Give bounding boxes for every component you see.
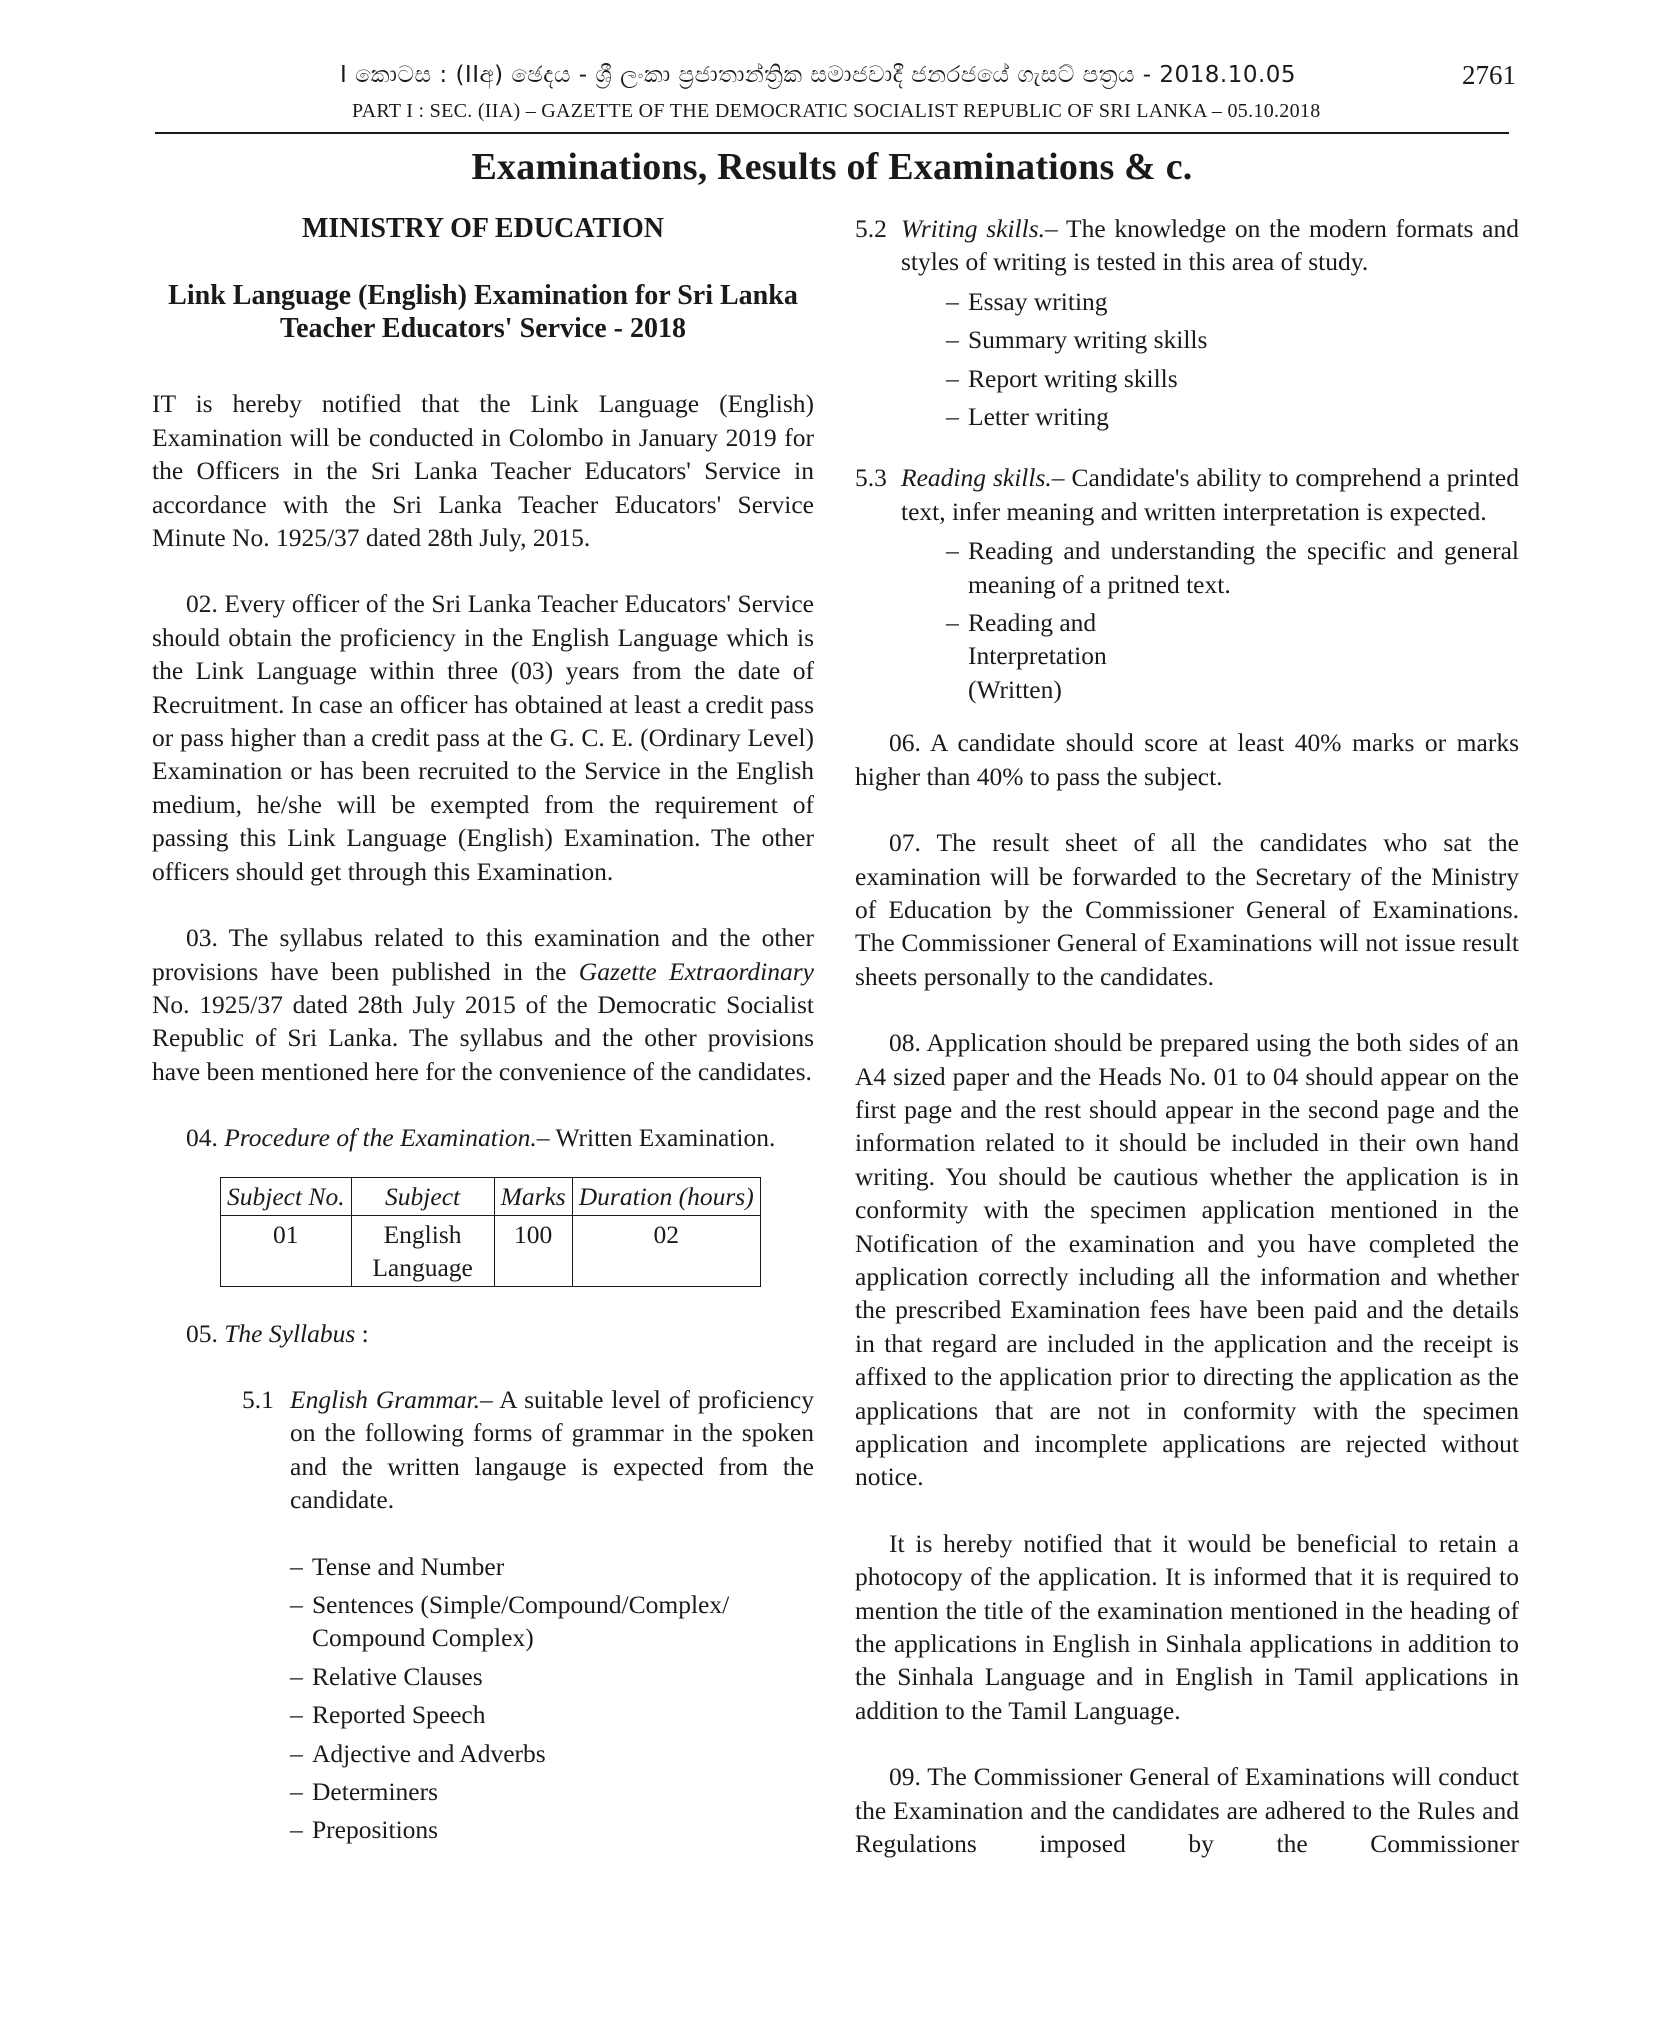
section-5-3-row bbox=[855, 461, 1519, 528]
list-item: – Essay writing bbox=[946, 285, 1519, 318]
header-sinhala-line: I කොටස : (IIඅ) ඡෙදය - ශ්‍රී ලංකා ප්‍රජාතාන්ත්‍රික සමාජවාදී ජනරජයේ ගැසට් පත්‍රය - 2018.10.05 bbox=[340, 62, 1297, 88]
paragraph-05-number: 05. bbox=[186, 1318, 225, 1348]
section-5-3-text bbox=[901, 461, 1519, 528]
list-item: – Letter writing bbox=[946, 400, 1519, 433]
paragraph-03-part-b: No. 1925/37 dated 28th July 2015 of the Democratic Socialist Republic of Sri Lanka. The syllabus and the other provisions have been mentioned here for the convenience of the candidates. bbox=[152, 989, 814, 1086]
reading-skills-description: – Candidate's ability to comprehend a printed text, infer meaning and written interpretation is expected. bbox=[901, 463, 1519, 526]
exam-title: Link Language (English) Examination for Sri Lanka Teacher Educators' Service - 2018 bbox=[168, 280, 798, 345]
reading-list bbox=[946, 534, 1519, 706]
section-5-2-number: 5.2 bbox=[855, 214, 887, 243]
table-row bbox=[221, 1215, 761, 1286]
page-number: 2761 bbox=[1462, 60, 1516, 90]
paragraph-04-heading: Procedure of the Examination. bbox=[224, 1123, 537, 1153]
subject-table bbox=[220, 1177, 761, 1287]
section-5-1 bbox=[242, 1383, 814, 1847]
list-item: – Reading and understanding the specific and general meaning of a pritned text. bbox=[946, 534, 1519, 601]
paragraph-04 bbox=[152, 1121, 814, 1154]
header-subject: Subject bbox=[351, 1177, 494, 1215]
list-item: – Prepositions bbox=[290, 1813, 814, 1846]
paragraph-04-text: – Written Examination. bbox=[536, 1123, 776, 1153]
section-5-3-number: 5.3 bbox=[855, 463, 887, 493]
right-column bbox=[855, 212, 1519, 1860]
list-item: – Summary writing skills bbox=[946, 323, 1519, 356]
paragraph-04-number: 04. bbox=[186, 1123, 225, 1153]
list-item: – Reading and Interpretation (Written) bbox=[946, 606, 1198, 706]
cell-duration: 02 bbox=[572, 1215, 760, 1286]
section-5-2 bbox=[855, 212, 1519, 706]
paragraph-09: 09. The Commissioner General of Examinations will conduct the Examination and the candidates are adhered to the Rules and Regulations imposed by the Commissioner bbox=[855, 1762, 1519, 1859]
section-5-1-text bbox=[290, 1383, 814, 1517]
writing-skills-heading: Writing skills. bbox=[901, 214, 1046, 243]
cell-subject: English Language bbox=[351, 1215, 494, 1286]
header-duration: Duration (hours) bbox=[572, 1177, 760, 1215]
list-item: – Report writing skills bbox=[946, 362, 1519, 395]
paragraph-05-colon: : bbox=[355, 1318, 369, 1348]
list-item: – Tense and Number bbox=[290, 1550, 814, 1583]
ministry-heading: MINISTRY OF EDUCATION bbox=[301, 213, 664, 244]
subject-table-header-row bbox=[221, 1177, 761, 1215]
header-rule bbox=[155, 132, 1509, 134]
paragraph-03-part-a: 03. The syllabus related to this examination and the other provisions have been published in the bbox=[152, 923, 814, 986]
reading-skills-heading: Reading skills. bbox=[901, 463, 1052, 493]
paragraph-05 bbox=[152, 1317, 814, 1350]
paragraph-06: 06. A candidate should score at least 40% marks or marks higher than 40% to pass the subject. bbox=[855, 728, 1519, 791]
writing-skills-description: – The knowledge on the modern formats and styles of writing is tested in this area of study. bbox=[901, 214, 1519, 277]
intro-paragraph: IT is hereby notified that the Link Language (English) Examination will be conducted in Colombo in January 2019 for the Officers in the Sri Lanka Teacher Educators' Service in accordance with the Sri Lanka Teacher Educators' Service Minute No. 1925/37 dated 28th July, 2015. bbox=[152, 389, 814, 553]
paragraph-07: 07. The result sheet of all the candidates who sat the examination will be forwarded to the Secretary of the Ministry of Education by the Commissioner General of Examinations. The Commissioner General of Examinations will not issue result sheets personally to the candidates. bbox=[855, 828, 1519, 991]
writing-list bbox=[946, 285, 1519, 434]
section-5-2-text bbox=[901, 212, 1519, 279]
cell-subject-no: 01 bbox=[221, 1215, 352, 1286]
header-subject-no: Subject No. bbox=[221, 1177, 352, 1215]
section-5-1-row bbox=[242, 1383, 814, 1517]
header-english-line: PART I : SEC. (IIA) – GAZETTE OF THE DEMOCRATIC SOCIALIST REPUBLIC OF SRI LANKA – 05.10.2018 bbox=[352, 100, 1321, 122]
header-marks: Marks bbox=[494, 1177, 572, 1215]
english-grammar-heading: English Grammar. bbox=[290, 1384, 480, 1414]
section-title: Examinations, Results of Examinations & c. bbox=[471, 146, 1193, 188]
list-item: – Relative Clauses bbox=[290, 1660, 814, 1693]
paragraph-02: 02. Every officer of the Sri Lanka Teacher Educators' Service should obtain the proficiency in the English Language which is the Link Language within three (03) years from the date of Recruitment. In case an officer has obtained at least a credit pass or pass higher than a credit pass at the G. C. E. (Ordinary Level) Examination or has been recruited to the Service in the English medium, he/she will be exempted from the requirement of passing this Link Language (English) Examination. The other officers should get through this Examination. bbox=[152, 589, 814, 886]
list-item: – Reported Speech bbox=[290, 1698, 814, 1731]
grammar-list bbox=[290, 1550, 814, 1847]
list-item: – Determiners bbox=[290, 1775, 814, 1808]
section-5-2-row bbox=[855, 212, 1519, 279]
section-5-1-number: 5.1 bbox=[242, 1384, 274, 1414]
paragraph-08: 08. Application should be prepared using the both sides of an A4 sized paper and the Heads No. 01 to 04 should appear on the first page and the rest should appear in the second page and the information related to it should be included in their own hand writing. You should be cautious whether the application is in conformity with the specimen application mentioned in the Notification of the examination and you have completed the application correctly including all the information and whether the prescribed Examination fees have been paid and the details in that regard are included in the application and the receipt is affixed to the application prior to directing the application as the applications that are not in conformity with the specimen application and incomplete applications are rejected without notice. bbox=[855, 1028, 1519, 1492]
list-item: – Sentences (Simple/Compound/Complex/ Compound Complex) bbox=[290, 1588, 814, 1655]
paragraph-03 bbox=[152, 921, 814, 1088]
english-grammar-description: – A suitable level of proficiency on the following forms of grammar in the spoken and the written langauge is expected from the candidate. bbox=[290, 1384, 815, 1515]
notice-paragraph: It is hereby notified that it would be beneficial to retain a photocopy of the application. It is informed that it is required to mention the title of the examination mentioned in the heading of the applications in English in Sinhala applications in addition to the Sinhala Language and in English in Tamil applications in addition to the Tamil Language. bbox=[855, 1528, 1519, 1725]
list-item: – Adjective and Adverbs bbox=[290, 1737, 814, 1770]
cell-marks: 100 bbox=[494, 1215, 572, 1286]
left-column bbox=[152, 212, 814, 1852]
gazette-extraordinary-text: Gazette Extraordinary bbox=[578, 956, 814, 986]
syllabus-heading: The Syllabus bbox=[224, 1318, 356, 1348]
